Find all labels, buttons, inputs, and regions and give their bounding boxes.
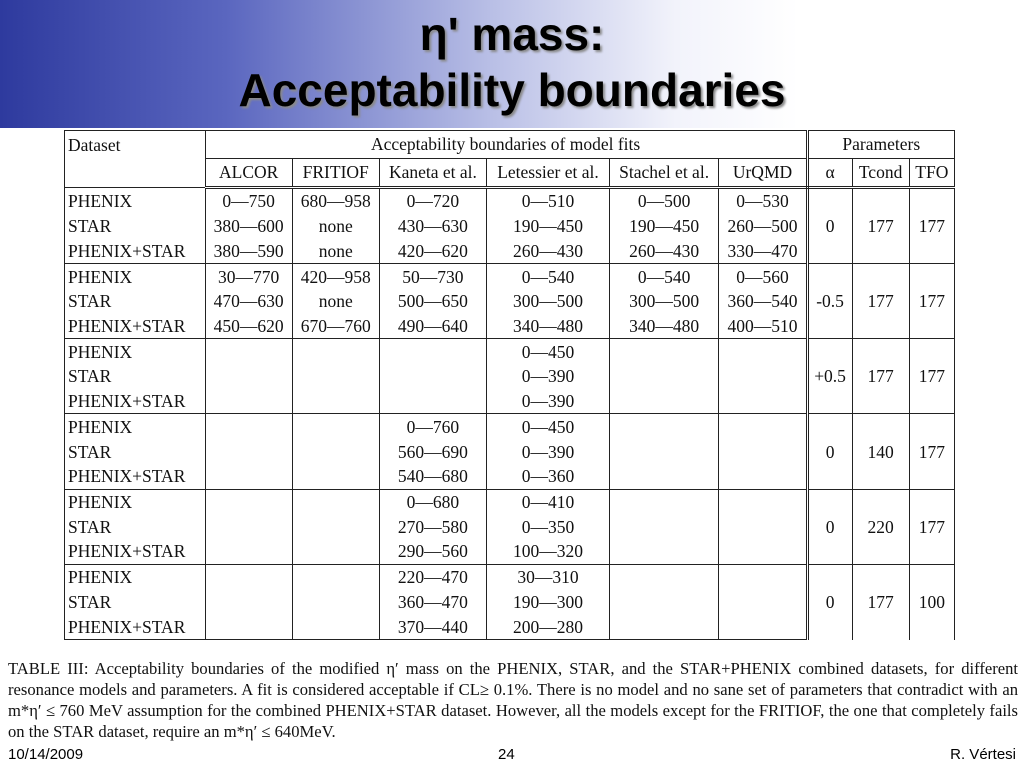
dataset-cell: PHENIX [65,414,206,439]
fritiof-range-cell [292,514,379,539]
kaneta-range-cell: 420—620 [379,238,486,263]
letessier-range-cell: 190—450 [487,214,610,239]
kaneta-range-cell [379,339,486,364]
model-header-letessier: Letessier et al. [487,159,610,188]
letessier-range-cell: 300—500 [487,289,610,314]
tfo-cell: 177 [909,414,954,489]
model-fits-group-header: Acceptability boundaries of model fits [205,131,807,159]
letessier-range-cell: 0—390 [487,439,610,464]
alcor-range-cell: 30—770 [205,264,292,289]
stachel-range-cell [609,339,719,364]
urqmd-range-cell: 260—500 [719,214,807,239]
table-caption [8,658,1018,742]
stachel-range-cell [609,589,719,614]
model-header-kaneta: Kaneta et al. [379,159,486,188]
fritiof-range-cell [292,589,379,614]
letessier-range-cell: 30—310 [487,564,610,589]
kaneta-range-cell: 430—630 [379,214,486,239]
kaneta-range-cell: 540—680 [379,464,486,489]
fritiof-range-cell: none [292,238,379,263]
alcor-range-cell [205,414,292,439]
urqmd-range-cell: 360—540 [719,289,807,314]
model-header-fritiof: FRITIOF [292,159,379,188]
dataset-cell: STAR [65,514,206,539]
kaneta-range-cell: 360—470 [379,589,486,614]
urqmd-range-cell [719,589,807,614]
dataset-cell: PHENIX+STAR [65,238,206,263]
table-row [65,489,955,514]
letessier-range-cell: 0—360 [487,464,610,489]
stachel-range-cell [609,364,719,389]
table-row [65,264,955,289]
alpha-cell: -0.5 [807,264,852,339]
kaneta-range-cell: 270—580 [379,514,486,539]
letessier-range-cell: 0—450 [487,414,610,439]
urqmd-range-cell [719,389,807,414]
dataset-cell: STAR [65,289,206,314]
alpha-cell: 0 [807,414,852,489]
alcor-range-cell [205,439,292,464]
alcor-range-cell [205,489,292,514]
param-header-tfo: TFO [909,159,954,188]
stachel-range-cell [609,564,719,589]
urqmd-range-cell: 400—510 [719,314,807,339]
kaneta-range-cell [379,389,486,414]
model-header-urqmd: UrQMD [719,159,807,188]
alcor-range-cell: 380—600 [205,214,292,239]
table-row [65,339,955,364]
tcond-cell: 177 [852,339,909,414]
title-line-1: η' mass: [419,8,605,60]
fritiof-range-cell [292,339,379,364]
letessier-range-cell: 0—390 [487,364,610,389]
alcor-range-cell [205,339,292,364]
title-line-2: Acceptability boundaries [238,64,786,116]
fritiof-range-cell: 420—958 [292,264,379,289]
tfo-cell: 177 [909,489,954,564]
urqmd-range-cell: 0—560 [719,264,807,289]
fritiof-range-cell [292,614,379,639]
kaneta-range-cell: 290—560 [379,539,486,564]
urqmd-range-cell [719,514,807,539]
urqmd-range-cell: 330—470 [719,238,807,263]
urqmd-range-cell [719,414,807,439]
dataset-cell: PHENIX+STAR [65,464,206,489]
stachel-range-cell: 300—500 [609,289,719,314]
fritiof-range-cell [292,414,379,439]
stachel-range-cell [609,614,719,639]
alcor-range-cell [205,389,292,414]
stachel-range-cell [609,414,719,439]
stachel-range-cell: 260—430 [609,238,719,263]
fritiof-range-cell [292,464,379,489]
tcond-cell: 177 [852,188,909,264]
letessier-range-cell: 190—300 [487,589,610,614]
kaneta-range-cell: 490—640 [379,314,486,339]
alpha-cell: 0 [807,188,852,264]
kaneta-range-cell: 500—650 [379,289,486,314]
alcor-range-cell [205,614,292,639]
kaneta-range-cell [379,364,486,389]
urqmd-range-cell [719,539,807,564]
stachel-range-cell [609,464,719,489]
alcor-range-cell [205,464,292,489]
caption-math-b: m*η′ ≤ 640 [223,722,300,741]
dataset-cell: STAR [65,214,206,239]
stachel-range-cell [609,514,719,539]
fritiof-range-cell: 670—760 [292,314,379,339]
letessier-range-cell: 100—320 [487,539,610,564]
dataset-cell: STAR [65,589,206,614]
stachel-range-cell: 0—540 [609,264,719,289]
caption-label: TABLE III: [8,659,89,678]
alcor-range-cell [205,589,292,614]
fritiof-range-cell [292,389,379,414]
alpha-cell: +0.5 [807,339,852,414]
slide-title [0,6,1024,118]
alcor-range-cell: 470—630 [205,289,292,314]
alcor-range-cell [205,514,292,539]
tcond-cell: 220 [852,489,909,564]
dataset-cell: STAR [65,364,206,389]
acceptability-table [64,130,955,640]
letessier-range-cell: 0—540 [487,264,610,289]
caption-math-a: m*η′ ≤ 760 [8,701,85,720]
table-row [65,188,955,214]
param-header-tcond: Tcond [852,159,909,188]
alpha-cell: 0 [807,489,852,564]
kaneta-range-cell: 0—720 [379,188,486,214]
kaneta-range-cell: 0—760 [379,414,486,439]
table-row [65,414,955,439]
kaneta-range-cell: 50—730 [379,264,486,289]
caption-text-b: MeV assumption for the combined PHENIX+STAR dataset. However, all the models except for the FRITIOF, the one that completely fails on the STAR dataset, require an [8,701,1018,741]
urqmd-range-cell [719,339,807,364]
stachel-range-cell: 190—450 [609,214,719,239]
alcor-range-cell: 0—750 [205,188,292,214]
dataset-cell: PHENIX+STAR [65,539,206,564]
dataset-header: Dataset [65,131,206,188]
alcor-range-cell: 450—620 [205,314,292,339]
dataset-cell: PHENIX [65,188,206,214]
tfo-cell: 100 [909,564,954,639]
kaneta-range-cell: 560—690 [379,439,486,464]
fritiof-range-cell: none [292,214,379,239]
urqmd-range-cell [719,489,807,514]
dataset-cell: PHENIX [65,564,206,589]
model-header-stachel: Stachel et al. [609,159,719,188]
dataset-cell: PHENIX+STAR [65,614,206,639]
tfo-cell: 177 [909,188,954,264]
alpha-cell: 0 [807,564,852,639]
table-header-row-top [65,131,955,159]
dataset-cell: PHENIX+STAR [65,389,206,414]
letessier-range-cell: 0—450 [487,339,610,364]
alcor-range-cell [205,539,292,564]
fritiof-range-cell [292,439,379,464]
letessier-range-cell: 0—390 [487,389,610,414]
stachel-range-cell: 0—500 [609,188,719,214]
urqmd-range-cell [719,439,807,464]
urqmd-range-cell [719,464,807,489]
stachel-range-cell [609,539,719,564]
tcond-cell: 140 [852,414,909,489]
footer-date: 10/14/2009 [8,746,84,763]
footer-author: R. Vértesi [950,746,1016,763]
urqmd-range-cell: 0—530 [719,188,807,214]
alcor-range-cell [205,564,292,589]
stachel-range-cell [609,439,719,464]
table-body [65,188,955,640]
dataset-cell: PHENIX [65,489,206,514]
urqmd-range-cell [719,614,807,639]
alcor-range-cell [205,364,292,389]
alcor-range-cell: 380—590 [205,238,292,263]
stachel-range-cell [609,489,719,514]
fritiof-range-cell [292,564,379,589]
letessier-range-cell: 0—350 [487,514,610,539]
letessier-range-cell: 340—480 [487,314,610,339]
stachel-range-cell: 340—480 [609,314,719,339]
dataset-cell: STAR [65,439,206,464]
letessier-range-cell: 0—410 [487,489,610,514]
letessier-range-cell: 0—510 [487,188,610,214]
urqmd-range-cell [719,564,807,589]
fritiof-range-cell [292,489,379,514]
caption-text-a: Acceptability boundaries of the modified η′ mass on the PHENIX, STAR, and the STAR+PHENIX combined datasets, for different resonance models and parameters. A fit is considered acceptable if CL≥ 0.1%. There is no model and no sane set of parameters that contradict with an [8,659,1019,699]
stachel-range-cell [609,389,719,414]
letessier-range-cell: 260—430 [487,238,610,263]
tcond-cell: 177 [852,264,909,339]
tfo-cell: 177 [909,339,954,414]
kaneta-range-cell: 370—440 [379,614,486,639]
fritiof-range-cell [292,364,379,389]
table-row [65,564,955,589]
footer-page-number: 24 [498,746,515,763]
dataset-cell: PHENIX [65,339,206,364]
dataset-cell: PHENIX [65,264,206,289]
kaneta-range-cell: 0—680 [379,489,486,514]
fritiof-range-cell: none [292,289,379,314]
tcond-cell: 177 [852,564,909,639]
dataset-cell: PHENIX+STAR [65,314,206,339]
fritiof-range-cell [292,539,379,564]
model-header-alcor: ALCOR [205,159,292,188]
urqmd-range-cell [719,364,807,389]
caption-text-c: MeV. [299,722,336,741]
fritiof-range-cell: 680—958 [292,188,379,214]
kaneta-range-cell: 220—470 [379,564,486,589]
tfo-cell: 177 [909,264,954,339]
parameters-group-header: Parameters [807,131,954,159]
param-header-alpha: α [807,159,852,188]
letessier-range-cell: 200—280 [487,614,610,639]
